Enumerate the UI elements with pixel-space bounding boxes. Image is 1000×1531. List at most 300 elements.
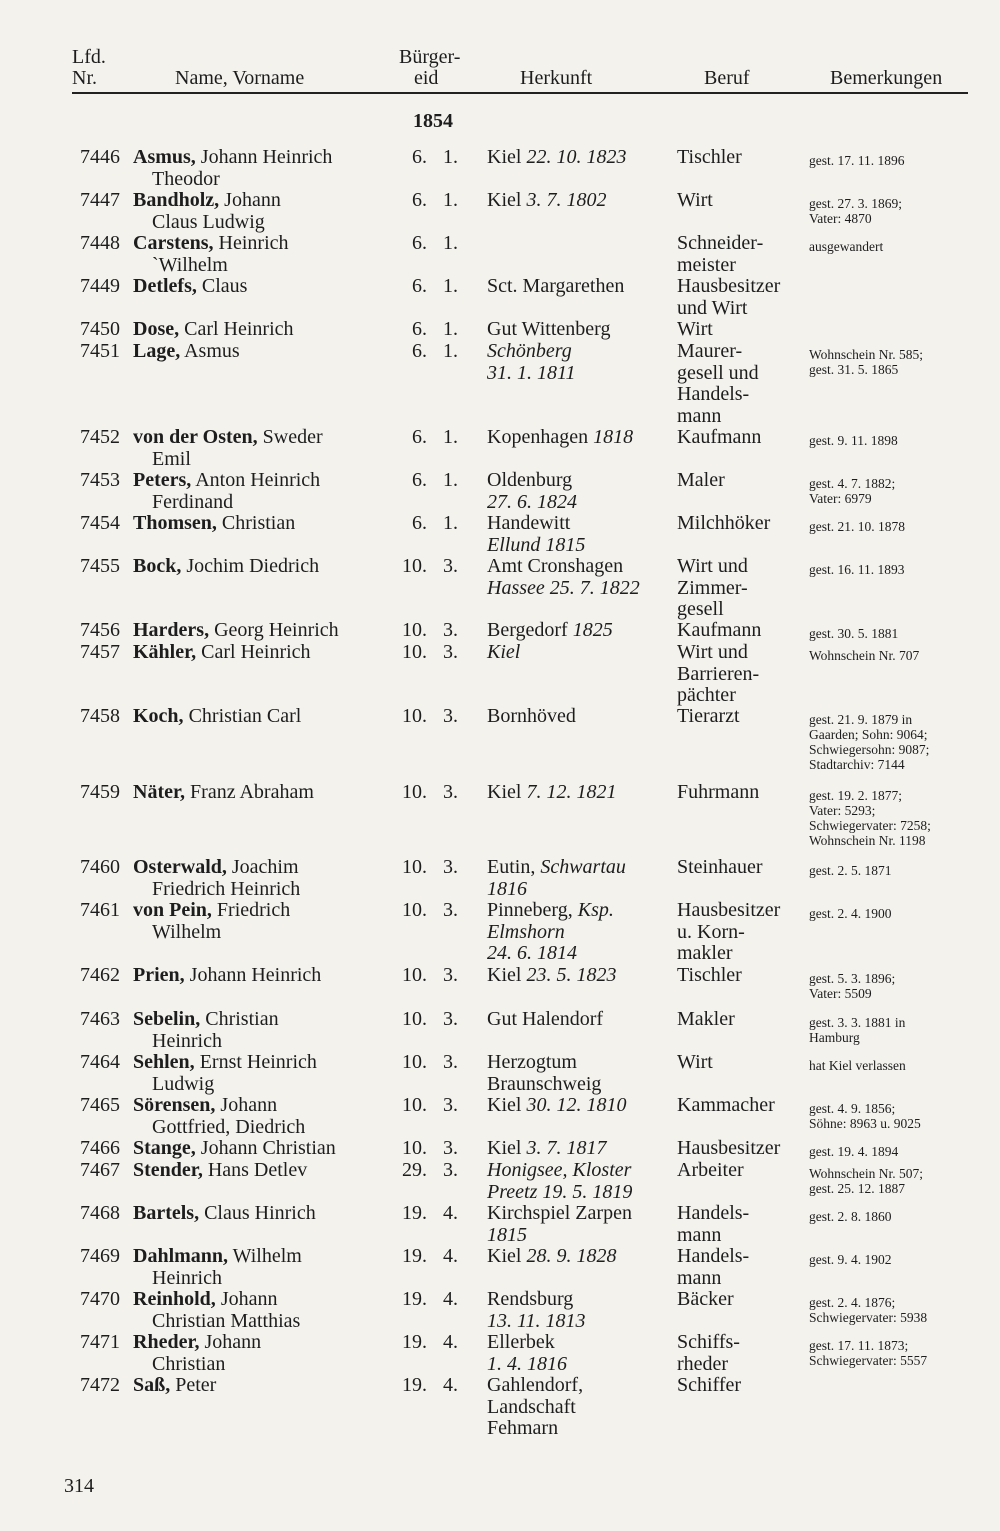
given-names-continued: Christian Matthias <box>152 1309 301 1332</box>
entry-number: 7447 <box>80 189 120 211</box>
header-beruf: Beruf <box>704 67 750 89</box>
entry-name <box>133 276 393 298</box>
entry-beruf <box>677 276 807 319</box>
beruf-line: Wirt <box>677 1051 713 1073</box>
beruf-line: Tischler <box>677 146 742 168</box>
surname: Rheder, <box>133 1331 200 1353</box>
herkunft-text: Fehmarn <box>487 1417 559 1439</box>
surname: Lage, <box>133 340 181 362</box>
herkunft-line <box>487 1354 672 1376</box>
beruf-line: Kaufmann <box>677 426 762 448</box>
bemerkung-line: gest. 2. 4. 1876; <box>809 1295 896 1310</box>
given-names: Johann <box>215 1094 278 1116</box>
herkunft-line <box>487 513 672 535</box>
bemerkung-line: Stadtarchiv: 7144 <box>809 757 905 772</box>
bemerkung-line: Vater: 4870 <box>809 211 872 226</box>
herkunft-text: Pinneberg, <box>487 899 578 921</box>
name-line <box>133 1246 393 1268</box>
given-names-continued: Friedrich Heinrich <box>152 877 301 900</box>
oath-day: 10. <box>402 555 427 577</box>
entry-bemerkungen <box>809 712 999 772</box>
surname: Sehlen, <box>133 1051 195 1073</box>
entry-herkunft <box>487 900 672 965</box>
beruf-line: Schiffer <box>677 1374 742 1396</box>
entry-herkunft <box>487 1160 672 1203</box>
herkunft-italic: 3. 7. 1802 <box>526 189 607 211</box>
oath-month: 3. <box>443 1008 458 1030</box>
entry-bemerkungen <box>809 648 999 663</box>
entry-bemerkungen <box>809 476 999 506</box>
name-line <box>133 513 393 535</box>
oath-month: 4. <box>443 1331 458 1353</box>
herkunft-italic: 1816 <box>487 877 527 900</box>
oath-month: 1. <box>443 318 458 340</box>
oath-day: 10. <box>402 899 427 921</box>
oath-month: 1. <box>443 340 458 362</box>
entry-beruf <box>677 965 807 987</box>
herkunft-line <box>487 782 672 804</box>
entry-number: 7456 <box>80 619 120 641</box>
oath-day: 10. <box>402 641 427 663</box>
herkunft-line <box>487 1074 672 1096</box>
herkunft-italic: Hassee 25. 7. 1822 <box>487 576 640 599</box>
bemerkung-line: Wohnschein Nr. 707 <box>809 648 920 663</box>
entry-number: 7460 <box>80 856 120 878</box>
entry-herkunft <box>487 642 672 664</box>
oath-month: 3. <box>443 641 458 663</box>
entry-number: 7466 <box>80 1137 120 1159</box>
entry-number: 7452 <box>80 426 120 448</box>
bemerkung-line: gest. 21. 10. 1878 <box>809 519 905 534</box>
herkunft-line <box>487 1095 672 1117</box>
herkunft-line <box>487 341 672 363</box>
given-names: Georg Heinrich <box>209 619 339 641</box>
beruf-line: und Wirt <box>677 296 748 319</box>
entry-herkunft <box>487 427 672 449</box>
entry-herkunft <box>487 190 672 212</box>
herkunft-italic: Elmshorn <box>487 920 565 943</box>
entry-name <box>133 782 393 804</box>
herkunft-line <box>487 1311 672 1333</box>
herkunft-line <box>487 1182 672 1204</box>
given-names: Johann <box>215 1288 278 1310</box>
entry-bemerkungen <box>809 1058 999 1073</box>
bemerkung-line: gest. 2. 4. 1900 <box>809 906 892 921</box>
herkunft-text: Eutin, <box>487 856 541 878</box>
bemerkung-line: Schwiegervater: 5938 <box>809 1310 928 1325</box>
name-line <box>133 147 393 169</box>
given-names-continued: Ferdinand <box>152 490 234 513</box>
herkunft-italic: 30. 12. 1810 <box>526 1094 627 1116</box>
herkunft-italic: Schönberg <box>487 340 572 362</box>
entry-number: 7467 <box>80 1159 120 1181</box>
entry-bemerkungen <box>809 863 999 878</box>
beruf-line: Schneider- <box>677 232 764 254</box>
surname: Asmus, <box>133 146 196 168</box>
entry-name <box>133 147 393 190</box>
beruf-line: Barrieren- <box>677 662 760 685</box>
entry-name <box>133 706 393 728</box>
name-line <box>133 341 393 363</box>
herkunft-line <box>487 943 672 965</box>
given-names-continued: Claus Ludwig <box>152 210 265 233</box>
entry-name <box>133 1246 393 1289</box>
name-line <box>133 470 393 492</box>
herkunft-text: Kiel <box>487 1245 527 1267</box>
name-line <box>133 190 393 212</box>
entry-bemerkungen <box>809 1295 999 1325</box>
beruf-line: mann <box>677 1223 722 1246</box>
given-names: Johann <box>199 1331 262 1353</box>
herkunft-italic: 22. 10. 1823 <box>526 146 627 168</box>
oath-day: 10. <box>402 619 427 641</box>
header-nr: Nr. <box>72 67 97 89</box>
herkunft-text: Bergedorf <box>487 619 573 641</box>
entry-name <box>133 556 393 578</box>
entry-name <box>133 470 393 513</box>
beruf-line: u. Korn- <box>677 920 745 943</box>
entry-bemerkungen <box>809 1209 999 1224</box>
entry-number: 7446 <box>80 146 120 168</box>
oath-day: 10. <box>402 781 427 803</box>
name-line <box>133 1203 393 1225</box>
entry-bemerkungen <box>809 1101 999 1131</box>
entry-herkunft <box>487 556 672 599</box>
name-line <box>133 782 393 804</box>
entry-bemerkungen <box>809 1252 999 1267</box>
name-line <box>133 965 393 987</box>
given-names: Claus Hinrich <box>199 1202 316 1224</box>
bemerkung-line: gest. 4. 7. 1882; <box>809 476 896 491</box>
given-names: Christian <box>216 512 296 534</box>
herkunft-line <box>487 965 672 987</box>
oath-day: 6. <box>412 275 427 297</box>
oath-month: 3. <box>443 705 458 727</box>
herkunft-text: Herzogtum <box>487 1051 577 1073</box>
name-line <box>133 1160 393 1182</box>
surname: Dahlmann, <box>133 1245 229 1267</box>
oath-day: 19. <box>402 1245 427 1267</box>
herkunft-line <box>487 470 672 492</box>
beruf-line: Arbeiter <box>677 1159 744 1181</box>
oath-month: 3. <box>443 1137 458 1159</box>
bemerkung-line: gest. 9. 4. 1902 <box>809 1252 892 1267</box>
entry-beruf <box>677 857 807 879</box>
entry-number: 7465 <box>80 1094 120 1116</box>
herkunft-text: Ellerbek <box>487 1331 555 1353</box>
herkunft-italic: 13. 11. 1813 <box>487 1309 586 1332</box>
herkunft-text: Gahlendorf, <box>487 1374 584 1396</box>
entry-number: 7472 <box>80 1374 120 1396</box>
entry-beruf <box>677 1289 807 1311</box>
herkunft-line <box>487 1009 672 1031</box>
entry-number: 7451 <box>80 340 120 362</box>
herkunft-text: Gut Wittenberg <box>487 318 611 340</box>
entry-bemerkungen <box>809 519 999 534</box>
herkunft-italic: Ellund 1815 <box>487 533 586 556</box>
oath-day: 10. <box>402 1051 427 1073</box>
entry-beruf <box>677 1052 807 1074</box>
name-line <box>133 1052 393 1074</box>
herkunft-line <box>487 535 672 557</box>
entry-number: 7449 <box>80 275 120 297</box>
entry-bemerkungen <box>809 433 999 448</box>
given-names: Carl Heinrich <box>179 318 294 340</box>
oath-month: 3. <box>443 899 458 921</box>
beruf-line: Bäcker <box>677 1288 734 1310</box>
entry-herkunft <box>487 782 672 804</box>
herkunft-italic: 31. 1. 1811 <box>487 361 576 384</box>
bemerkung-line: gest. 31. 5. 1865 <box>809 362 899 377</box>
entry-name <box>133 1160 393 1182</box>
herkunft-italic: 28. 9. 1828 <box>526 1245 617 1267</box>
oath-month: 1. <box>443 512 458 534</box>
surname: Harders, <box>133 619 210 641</box>
entry-name <box>133 190 393 233</box>
header-bemerkungen: Bemerkungen <box>830 67 943 89</box>
given-names-continued: Theodor <box>152 167 220 190</box>
herkunft-text: Kirchspiel Zarpen <box>487 1202 632 1224</box>
beruf-line: meister <box>677 253 736 276</box>
surname: Sörensen, <box>133 1094 216 1116</box>
entry-number: 7471 <box>80 1331 120 1353</box>
oath-day: 6. <box>412 469 427 491</box>
oath-month: 3. <box>443 1094 458 1116</box>
given-names: Claus <box>196 275 248 297</box>
entry-beruf <box>677 341 807 427</box>
name-line <box>133 233 393 255</box>
entry-number: 7462 <box>80 964 120 986</box>
entry-beruf <box>677 642 807 707</box>
entry-name <box>133 1138 393 1160</box>
bemerkung-line: Wohnschein Nr. 585; <box>809 347 924 362</box>
entry-number: 7470 <box>80 1288 120 1310</box>
bemerkung-line: gest. 3. 3. 1881 in <box>809 1015 906 1030</box>
bemerkung-line: Schwiegervater: 7258; <box>809 818 931 833</box>
oath-month: 3. <box>443 964 458 986</box>
oath-month: 1. <box>443 469 458 491</box>
entry-number: 7457 <box>80 641 120 663</box>
given-names: Johann Heinrich <box>195 146 333 168</box>
name-line <box>133 1375 393 1397</box>
given-names: Peter <box>170 1374 217 1396</box>
entry-beruf <box>677 1246 807 1289</box>
beruf-line: Wirt und <box>677 641 748 663</box>
surname: Peters, <box>133 469 192 491</box>
beruf-line: pächter <box>677 684 736 706</box>
entry-herkunft <box>487 706 672 728</box>
entry-number: 7458 <box>80 705 120 727</box>
surname: Sebelin, <box>133 1008 201 1030</box>
oath-day: 6. <box>412 512 427 534</box>
oath-month: 1. <box>443 275 458 297</box>
herkunft-text: Amt Cronshagen <box>487 555 624 577</box>
herkunft-line <box>487 706 672 728</box>
herkunft-italic: 23. 5. 1823 <box>526 964 617 986</box>
entry-herkunft <box>487 1332 672 1375</box>
header-herkunft: Herkunft <box>520 67 593 89</box>
bemerkung-line: ausgewandert <box>809 239 884 254</box>
bemerkung-line: gest. 19. 4. 1894 <box>809 1144 899 1159</box>
entry-number: 7459 <box>80 781 120 803</box>
entry-herkunft <box>487 470 672 513</box>
bemerkung-line: gest. 27. 3. 1869; <box>809 196 902 211</box>
herkunft-line <box>487 190 672 212</box>
herkunft-italic: 24. 6. 1814 <box>487 942 577 964</box>
entry-number: 7463 <box>80 1008 120 1030</box>
entry-herkunft <box>487 1289 672 1332</box>
oath-month: 3. <box>443 1159 458 1181</box>
oath-day: 19. <box>402 1374 427 1396</box>
herkunft-line <box>487 1052 672 1074</box>
entry-herkunft <box>487 1009 672 1031</box>
entry-beruf <box>677 1160 807 1182</box>
beruf-line: gesell <box>677 598 724 620</box>
beruf-line: rheder <box>677 1352 729 1375</box>
entry-name <box>133 1095 393 1138</box>
oath-month: 1. <box>443 426 458 448</box>
entry-bemerkungen <box>809 153 999 168</box>
entry-number: 7450 <box>80 318 120 340</box>
name-line <box>133 620 393 642</box>
herkunft-text: Handewitt <box>487 512 571 534</box>
given-names-continued: Heinrich <box>152 1029 222 1052</box>
entry-bemerkungen <box>809 1144 999 1159</box>
surname: von Pein, <box>133 899 212 921</box>
entry-beruf <box>677 470 807 492</box>
entry-number: 7454 <box>80 512 120 534</box>
herkunft-line <box>487 1289 672 1311</box>
given-names: Friedrich <box>211 899 291 921</box>
entry-name <box>133 319 393 341</box>
bemerkung-line: Vater: 6979 <box>809 491 872 506</box>
surname: Osterwald, <box>133 856 227 878</box>
entry-bemerkungen <box>809 1166 999 1196</box>
entry-herkunft <box>487 513 672 556</box>
entry-name <box>133 513 393 535</box>
given-names: Johann Heinrich <box>184 964 322 986</box>
surname: Prien, <box>133 964 185 986</box>
entry-beruf <box>677 620 807 642</box>
beruf-line: Fuhrmann <box>677 781 760 803</box>
given-names-continued: Emil <box>152 447 191 470</box>
name-line <box>133 556 393 578</box>
beruf-line: makler <box>677 942 733 964</box>
bemerkung-line: gest. 4. 9. 1856; <box>809 1101 896 1116</box>
bemerkung-line: Vater: 5509 <box>809 986 872 1001</box>
entry-name <box>133 1052 393 1095</box>
bemerkung-line: gest. 2. 5. 1871 <box>809 863 892 878</box>
bemerkung-line: Wohnschein Nr. 507; <box>809 1166 924 1181</box>
beruf-line: Handels- <box>677 1245 750 1267</box>
given-names-continued: Ludwig <box>152 1072 215 1095</box>
given-names: Franz Abraham <box>185 781 314 803</box>
page-number: 314 <box>64 1475 94 1497</box>
herkunft-text: Kiel <box>487 146 527 168</box>
herkunft-line <box>487 1138 672 1160</box>
oath-month: 3. <box>443 619 458 641</box>
herkunft-italic: 1825 <box>572 619 613 641</box>
given-names: Carl Heinrich <box>196 641 311 663</box>
oath-month: 4. <box>443 1245 458 1267</box>
beruf-line: mann <box>677 1266 722 1289</box>
entry-name <box>133 900 393 943</box>
bemerkung-line: Gaarden; Sohn: 9064; <box>809 727 928 742</box>
herkunft-text: Rendsburg <box>487 1288 574 1310</box>
beruf-line: Hausbesitzer <box>677 1137 781 1159</box>
entry-name <box>133 1332 393 1375</box>
entry-name <box>133 1289 393 1332</box>
entry-number: 7468 <box>80 1202 120 1224</box>
entry-number: 7469 <box>80 1245 120 1267</box>
name-line <box>133 706 393 728</box>
bemerkung-line: gest. 9. 11. 1898 <box>809 433 898 448</box>
entry-herkunft <box>487 965 672 987</box>
surname: Bandholz, <box>133 189 220 211</box>
oath-day: 6. <box>412 318 427 340</box>
entry-herkunft <box>487 1052 672 1095</box>
oath-day: 10. <box>402 705 427 727</box>
entry-bemerkungen <box>809 1338 999 1368</box>
beruf-line: Maler <box>677 469 725 491</box>
given-names-continued: Wilhelm <box>152 920 222 943</box>
herkunft-text: Sct. Margarethen <box>487 275 625 297</box>
herkunft-italic: 27. 6. 1824 <box>487 490 577 513</box>
header-buergereid-line1: Bürger- <box>399 46 461 68</box>
entry-herkunft <box>487 1138 672 1160</box>
herkunft-line <box>487 1160 672 1182</box>
herkunft-line <box>487 879 672 901</box>
bemerkung-line: Vater: 5293; <box>809 803 876 818</box>
surname: Detlefs, <box>133 275 197 297</box>
entry-herkunft <box>487 341 672 384</box>
entry-name <box>133 233 393 276</box>
oath-day: 6. <box>412 146 427 168</box>
entry-beruf <box>677 706 807 728</box>
entry-number: 7464 <box>80 1051 120 1073</box>
oath-day: 10. <box>402 1094 427 1116</box>
name-line <box>133 642 393 664</box>
herkunft-italic: 7. 12. 1821 <box>526 781 617 803</box>
bemerkung-line: Hamburg <box>809 1030 860 1045</box>
herkunft-text: Kiel <box>487 189 527 211</box>
entry-name <box>133 642 393 664</box>
oath-month: 4. <box>443 1374 458 1396</box>
herkunft-italic: 1818 <box>593 426 634 448</box>
herkunft-text: Kiel <box>487 781 527 803</box>
beruf-line: Kaufmann <box>677 619 762 641</box>
name-line <box>133 1138 393 1160</box>
beruf-line: Handels- <box>677 1202 750 1224</box>
entry-name <box>133 1375 393 1397</box>
herkunft-line <box>487 1418 672 1440</box>
herkunft-italic: 1815 <box>487 1223 527 1246</box>
beruf-line: Milchhöker <box>677 512 771 534</box>
herkunft-text: Braunschweig <box>487 1072 602 1095</box>
oath-month: 1. <box>443 232 458 254</box>
herkunft-line <box>487 620 672 642</box>
bemerkung-line: gest. 2. 8. 1860 <box>809 1209 892 1224</box>
herkunft-text: Bornhöved <box>487 705 576 727</box>
bemerkung-line: gest. 25. 12. 1887 <box>809 1181 905 1196</box>
entry-name <box>133 1009 393 1052</box>
bemerkung-line: gest. 16. 11. 1893 <box>809 562 905 577</box>
name-line <box>133 427 393 449</box>
oath-day: 6. <box>412 340 427 362</box>
herkunft-line <box>487 492 672 514</box>
oath-day: 6. <box>412 189 427 211</box>
name-line <box>133 900 393 922</box>
